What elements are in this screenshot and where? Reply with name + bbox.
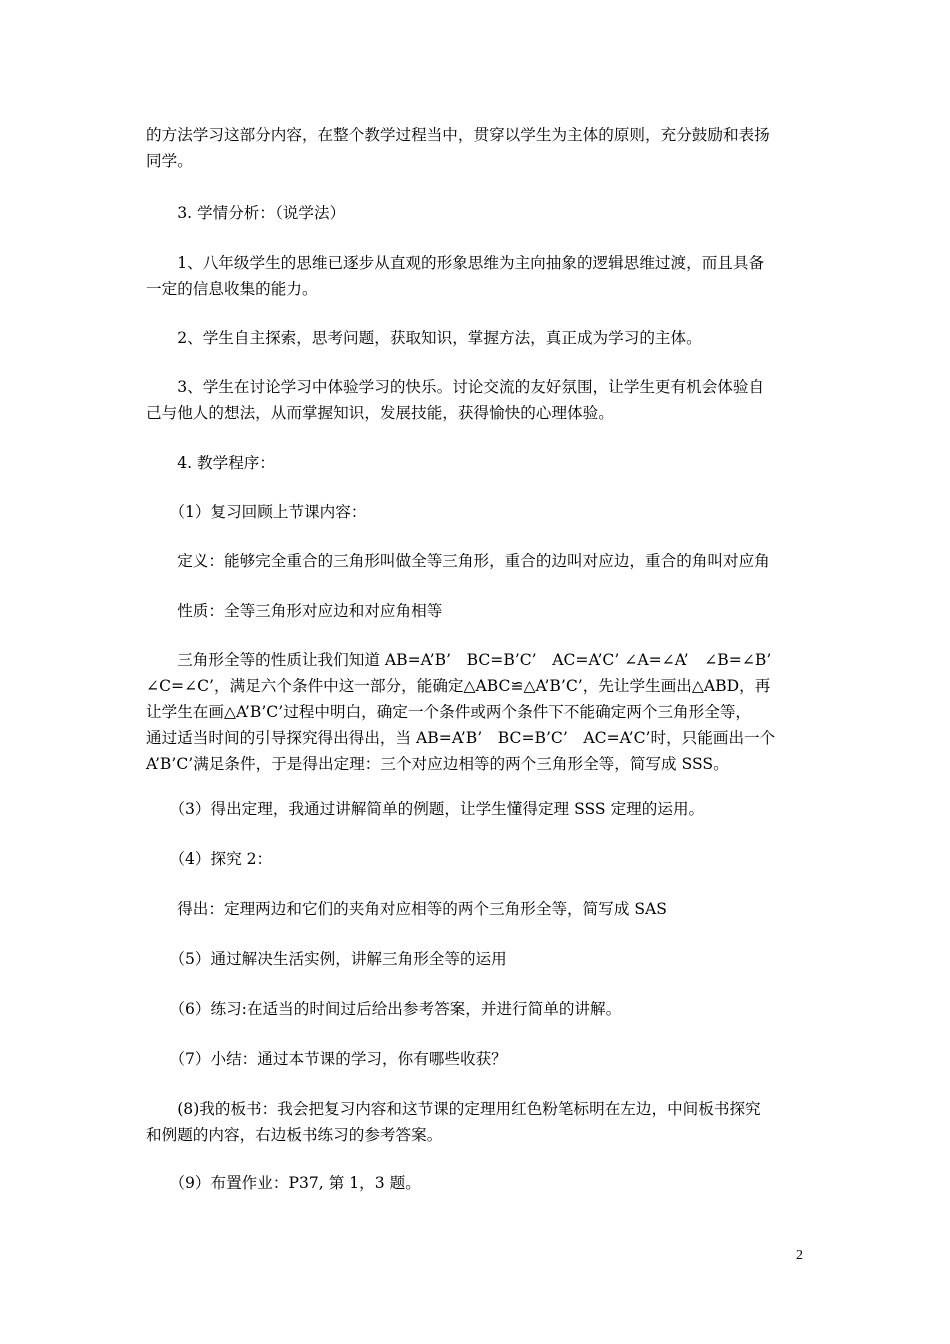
text-line: （1）复习回顾上节课内容： <box>146 503 367 521</box>
paragraph <box>146 122 810 174</box>
text-line: 让学生在画△A’B’C’过程中明白，确定一个条件或两个条件下不能确定两个三角形全等， <box>146 703 752 721</box>
text-line: 3. 学情分析：（说学法） <box>146 204 346 222</box>
paragraph <box>146 598 810 624</box>
paragraph <box>146 374 810 426</box>
text-line: 4. 教学程序： <box>146 454 275 472</box>
text-line: （4）探究 2： <box>146 850 273 868</box>
paragraph <box>146 647 810 777</box>
text-line: 定义：能够完全重合的三角形叫做全等三角形，重合的边叫对应边，重合的角叫对应角 <box>146 552 770 570</box>
text-line: 同学。 <box>146 152 193 170</box>
paragraph <box>146 946 810 972</box>
paragraph <box>146 796 810 822</box>
text-line: 1、八年级学生的思维已逐步从直观的形象思维为主向抽象的逻辑思维过渡，而且具备 <box>146 254 765 272</box>
text-line: (8)我的板书：我会把复习内容和这节课的定理用红色粉笔标明在左边，中间板书探究 <box>146 1100 761 1118</box>
text-line: 3、学生在讨论学习中体验学习的快乐。讨论交流的友好氛围，让学生更有机会体验自 <box>146 378 765 396</box>
text-line: 性质：全等三角形对应边和对应角相等 <box>146 602 443 620</box>
text-line: A’B’C’满足条件，于是得出定理：三个对应边相等的两个三角形全等，简写成 SSS。 <box>146 755 729 773</box>
text-line: 得出：定理两边和它们的夹角对应相等的两个三角形全等，简写成 SAS <box>146 900 667 918</box>
text-line: （3）得出定理，我通过讲解简单的例题，让学生懂得定理 SSS 定理的运用。 <box>146 800 705 818</box>
paragraph <box>146 996 810 1022</box>
text-line: 通过适当时间的引导探究得出得出，当 AB=A’B’ BC=B’C’ AC=A’C’时，只能画出一个 <box>146 729 776 747</box>
text-line: 2、学生自主探索，思考问题，获取知识，掌握方法，真正成为学习的主体。 <box>146 329 702 347</box>
section-heading <box>146 200 810 226</box>
text-line: ∠C=∠C’，满足六个条件中这一部分，能确定△ABC≌△A’B’C’，先让学生画出△ABD，再 <box>146 677 771 695</box>
text-line: （7）小结：通过本节课的学习，你有哪些收获？ <box>146 1050 507 1068</box>
text-line: （6）练习:在适当的时间过后给出参考答案，并进行简单的讲解。 <box>146 1000 622 1018</box>
paragraph <box>146 499 810 525</box>
paragraph <box>146 250 810 302</box>
text-line: 的方法学习这部分内容，在整个教学过程当中，贯穿以学生为主体的原则，充分鼓励和表扬 <box>146 126 770 144</box>
page-number: 2 <box>796 1248 803 1263</box>
text-line: 和例题的内容，右边板书练习的参考答案。 <box>146 1126 443 1144</box>
text-line: 三角形全等的性质让我们知道 AB=A’B’ BC=B’C’ AC=A’C’ ∠A=∠A’ ∠B=∠B’ <box>146 651 772 669</box>
paragraph <box>146 325 810 351</box>
paragraph <box>146 896 810 922</box>
section-heading <box>146 450 810 476</box>
paragraph <box>146 548 810 574</box>
text-line: 己与他人的想法，从而掌握知识，发展技能，获得愉快的心理体验。 <box>146 404 614 422</box>
paragraph <box>146 1170 810 1196</box>
text-line: （5）通过解决生活实例，讲解三角形全等的运用 <box>146 950 507 968</box>
paragraph <box>146 846 810 872</box>
paragraph <box>146 1046 810 1072</box>
text-line: 一定的信息收集的能力。 <box>146 280 318 298</box>
paragraph <box>146 1096 810 1148</box>
text-line: （9）布置作业：P37, 第 1，3 题。 <box>146 1174 421 1192</box>
